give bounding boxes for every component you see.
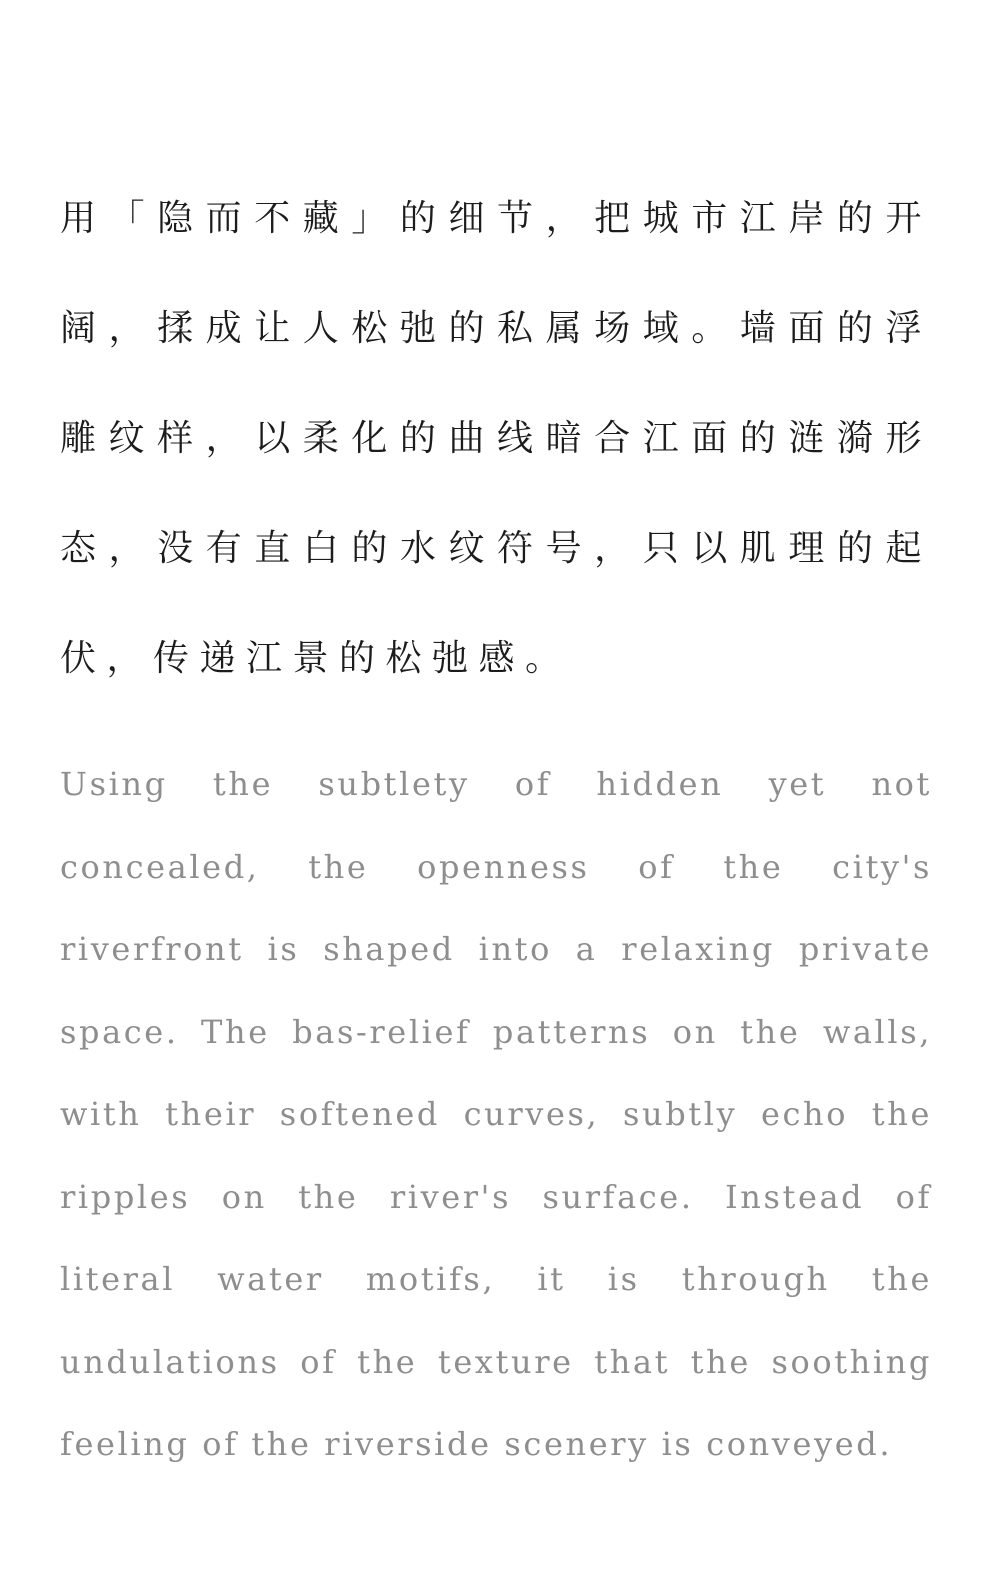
article-body — [60, 164, 932, 1486]
english-paragraph: Using the subtlety of hidden yet not concealed, the openness of the city's riverfront is shaped into a relaxing private space. The bas-relief patterns on the walls, with their softened curves, subtly echo the ripples on the river's surface. Instead of literal water motifs, it is through the undulations of the texture that the soothing feeling of the riverside scenery is conveyed. — [60, 765, 932, 1463]
chinese-paragraph: 用「隐而不藏」的细节，把城市江岸的开阔，揉成让人松弛的私属场域。墙面的浮雕纹样，以柔化的曲线暗合江面的涟漪形态，没有直白的水纹符号，只以肌理的起伏，传递江景的松弛感。 — [60, 198, 932, 679]
